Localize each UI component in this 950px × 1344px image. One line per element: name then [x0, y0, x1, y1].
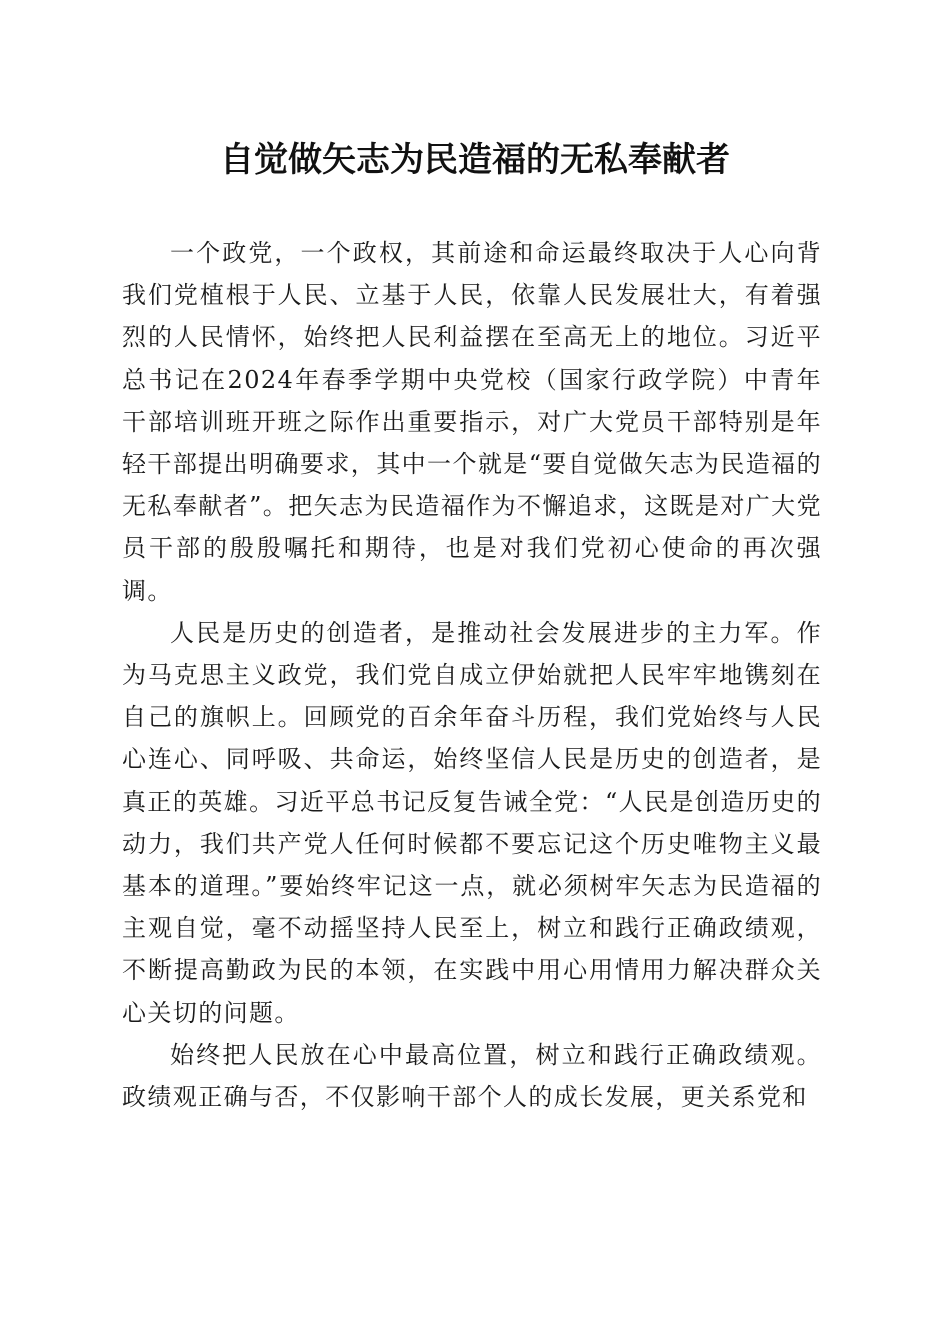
- document-body: [122, 232, 822, 1118]
- paragraph: 人民是历史的创造者，是推动社会发展进步的主力军。作为马克思主义政党，我们党自成立伊始就把人民牢牢地镌刻在自己的旗帜上。回顾党的百余年奋斗历程，我们党始终与人民心连心、同呼吸、共命运，始终坚信人民是历史的创造者，是真正的英雄。习近平总书记反复告诫全党：“人民是创造历史的动力，我们共产党人任何时候都不要忘记这个历史唯物主义最基本的道理。”要始终牢记这一点，就必须树牢矢志为民造福的主观自觉，毫不动摇坚持人民至上，树立和践行正确政绩观，不断提高勤政为民的本领，在实践中用心用情用力解决群众关心关切的问题。: [122, 618, 822, 1027]
- paragraph: 一个政党，一个政权，其前途和命运最终取决于人心向背我们党植根于人民、立基于人民，依靠人民发展壮大，有着强烈的人民情怀，始终把人民利益摆在至高无上的地位。习近平总书记在2024年春季学期中央党校（国家行政学院）中青年干部培训班开班之际作出重要指示，对广大党员干部特别是年轻干部提出明确要求，其中一个就是“要自觉做矢志为民造福的无私奉献者”。把矢志为民造福作为不懈追求，这既是对广大党员干部的殷殷嘱托和期待，也是对我们党初心使命的再次强调。: [122, 239, 822, 605]
- document-title: 自觉做矢志为民造福的无私奉献者: [220, 140, 730, 180]
- paragraph: 始终把人民放在心中最高位置，树立和践行正确政绩观。政绩观正确与否，不仅影响干部个人的成长发展，更关系党和: [122, 1040, 822, 1112]
